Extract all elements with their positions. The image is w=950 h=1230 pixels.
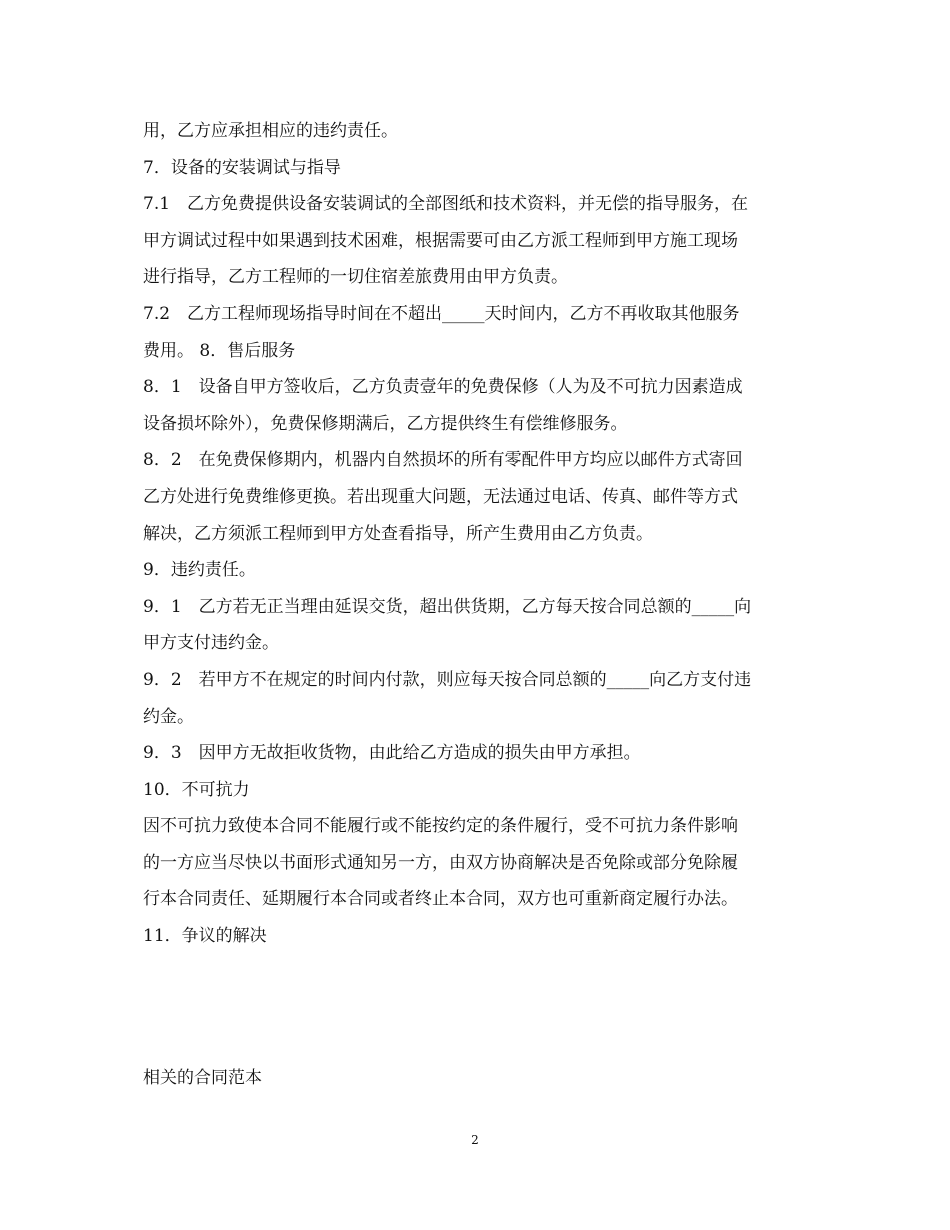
text-line: 约金。 — [143, 706, 194, 727]
section-heading: 9．违约责任。 — [143, 560, 256, 581]
contract-body — [143, 113, 813, 955]
related-templates-label: 相关的合同范本 — [143, 1068, 262, 1088]
text-line: 行本合同责任、延期履行本合同或者终止本合同，双方也可重新商定履行办法。 — [143, 889, 738, 910]
text-line: 8．2 在免费保修期内，机器内自然损坏的所有零配件甲方均应以邮件方式寄回 — [143, 450, 743, 471]
section-heading: 10．不可抗力 — [143, 779, 250, 800]
text-line: 的一方应当尽快以书面形式通知另一方，由双方协商解决是否免除或部分免除履 — [143, 852, 738, 873]
text-line: 甲方调试过程中如果遇到技术困难，根据需要可由乙方派工程师到甲方施工现场 — [143, 230, 738, 251]
text-line: 进行指导，乙方工程师的一切住宿差旅费用由甲方负责。 — [143, 267, 568, 288]
section-heading: 11．争议的解决 — [143, 926, 267, 947]
text-line: 因不可抗力致使本合同不能履行或不能按约定的条件履行，受不可抗力条件影响 — [143, 816, 738, 837]
text-line: 解决，乙方须派工程师到甲方处查看指导，所产生费用由乙方负责。 — [143, 523, 653, 544]
text-line: 费用。 8．售后服务 — [143, 340, 296, 361]
page-number: 2 — [471, 1133, 479, 1147]
text-line: 9．1 乙方若无正当理由延误交货，超出供货期，乙方每天按合同总额的_____向 — [143, 596, 752, 617]
section-heading: 7．设备的安装调试与指导 — [143, 157, 341, 178]
text-line: 9．3 因甲方无故拒收货物，由此给乙方造成的损失由甲方承担。 — [143, 743, 641, 764]
text-line: 甲方支付违约金。 — [143, 633, 279, 654]
text-line: 8．1 设备自甲方签收后，乙方负责壹年的免费保修（人为及不可抗力因素造成 — [143, 377, 743, 398]
text-line: 用，乙方应承担相应的违约责任。 — [143, 121, 398, 141]
text-line: 7.2 乙方工程师现场指导时间在不超出_____天时间内，乙方不再收取其他服务 — [143, 303, 740, 324]
text-line: 9．2 若甲方不在规定的时间内付款，则应每天按合同总额的_____向乙方支付违 — [143, 669, 752, 690]
text-line: 7.1 乙方免费提供设备安装调试的全部图纸和技术资料，并无偿的指导服务，在 — [143, 194, 749, 215]
text-line: 设备损坏除外），免费保修期满后，乙方提供终生有偿维修服务。 — [143, 413, 628, 434]
text-line: 乙方处进行免费维修更换。若出现重大问题，无法通过电话、传真、邮件等方式 — [143, 486, 738, 507]
